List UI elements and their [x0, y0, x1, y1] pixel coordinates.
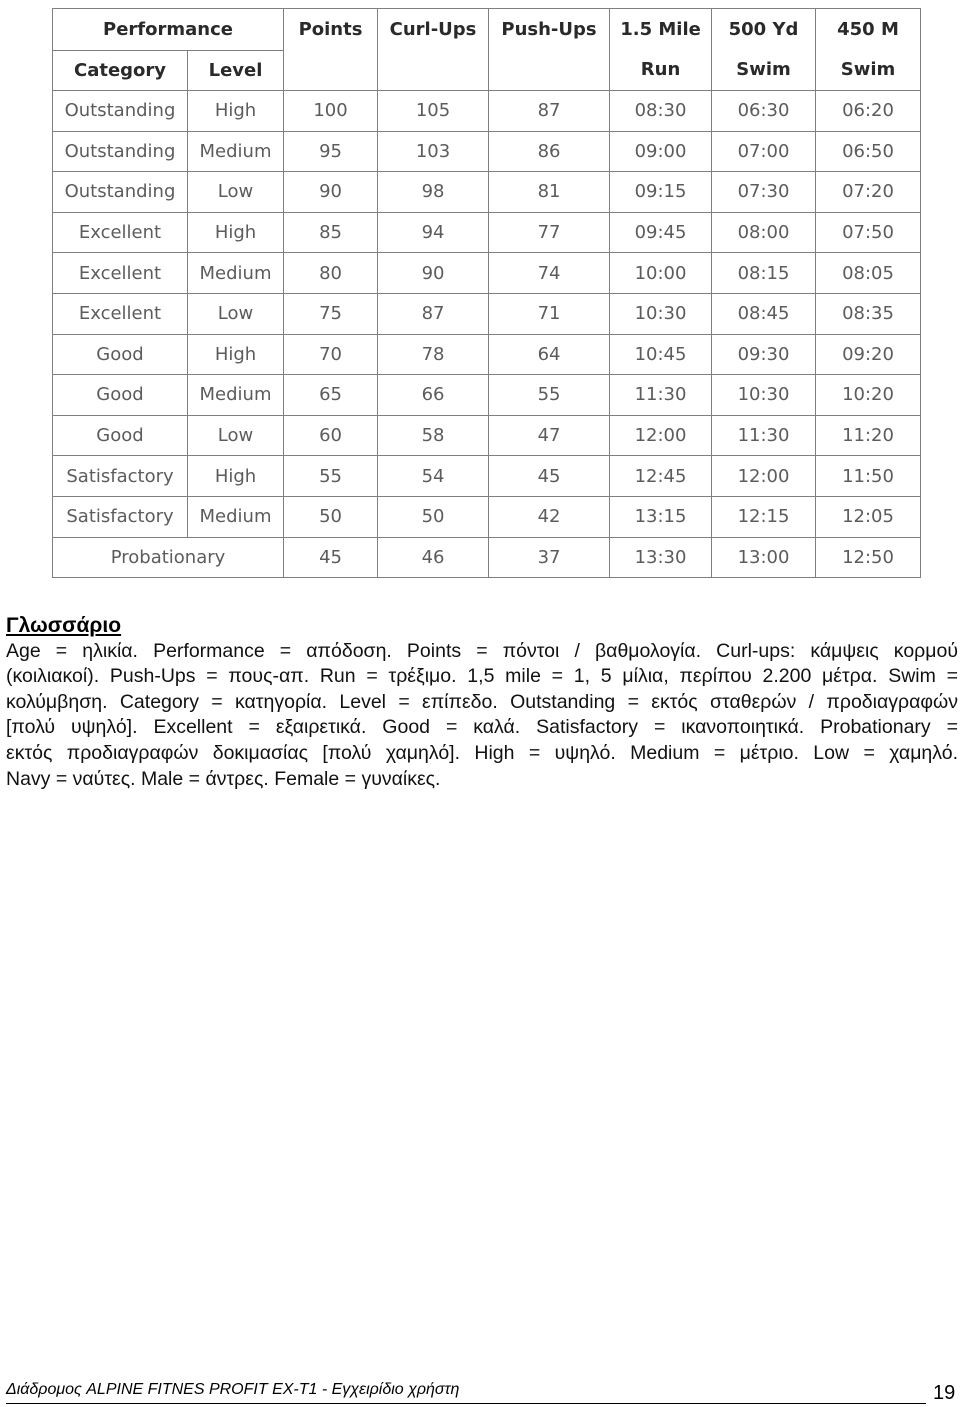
swim-450-time-cell: 12:05 — [816, 496, 921, 537]
push-ups-cell: 77 — [489, 212, 610, 253]
run-time-cell: 09:00 — [610, 131, 712, 172]
level-cell: Medium — [188, 496, 284, 537]
level-cell: Low — [188, 293, 284, 334]
swim-500-time-cell: 12:15 — [712, 496, 816, 537]
level-cell: Medium — [188, 131, 284, 172]
category-cell: Excellent — [53, 253, 188, 294]
category-cell: Outstanding — [53, 172, 188, 213]
footer-document-title: Διάδρομος ALPINE FITNES PROFIT EX-T1 - Εγχειρίδιο χρήστη — [6, 1381, 460, 1398]
curl-ups-cell: 98 — [378, 172, 489, 213]
glossary-line: Navy = ναύτες. Male = άντρες. Female = γυναίκες. — [6, 767, 441, 790]
table-row — [53, 375, 921, 416]
table-body — [53, 91, 921, 578]
points-cell: 60 — [284, 415, 378, 456]
run-time-cell: 10:30 — [610, 293, 712, 334]
push-ups-cell: 71 — [489, 293, 610, 334]
points-cell: 75 — [284, 293, 378, 334]
header-level: Level — [188, 51, 284, 91]
table-row — [53, 415, 921, 456]
header-run-line2: Run — [640, 59, 681, 80]
run-time-cell: 12:45 — [610, 456, 712, 497]
table-row — [53, 334, 921, 375]
curl-ups-cell: 46 — [378, 537, 489, 578]
run-time-cell: 13:15 — [610, 496, 712, 537]
header-row-1 — [53, 9, 921, 51]
curl-ups-cell: 66 — [378, 375, 489, 416]
level-cell: Medium — [188, 253, 284, 294]
category-cell: Satisfactory — [53, 456, 188, 497]
points-cell: 65 — [284, 375, 378, 416]
curl-ups-cell: 58 — [378, 415, 489, 456]
header-run-line1: 1.5 Mile — [620, 19, 701, 40]
table-header — [53, 9, 921, 91]
swim-500-time-cell: 06:30 — [712, 91, 816, 132]
category-cell: Excellent — [53, 212, 188, 253]
header-push-ups-label: Push-Ups — [501, 19, 597, 40]
glossary-line: Age = ηλικία. Performance = απόδοση. Points = πόντοι / βαθμολογία. Curl-ups: κάμψεις κορμού — [6, 639, 958, 662]
table-row — [53, 212, 921, 253]
header-swim-500-line2: Swim — [736, 59, 791, 80]
header-swim-500 — [712, 9, 816, 91]
points-cell: 80 — [284, 253, 378, 294]
points-cell: 100 — [284, 91, 378, 132]
header-curl-ups — [378, 9, 489, 91]
swim-500-time-cell: 11:30 — [712, 415, 816, 456]
run-time-cell: 10:00 — [610, 253, 712, 294]
table-row — [53, 293, 921, 334]
glossary-section — [6, 613, 958, 792]
page-number: 19 — [933, 1382, 956, 1404]
header-swim-450-line2: Swim — [840, 59, 896, 80]
points-cell: 55 — [284, 456, 378, 497]
table-row — [53, 253, 921, 294]
run-time-cell: 13:30 — [610, 537, 712, 578]
level-cell: High — [188, 334, 284, 375]
glossary-line: κολύμβηση. Category = κατηγορία. Level = επίπεδο. Outstanding = εκτός σταθερών / προδιαγραφών — [6, 690, 958, 713]
swim-450-time-cell: 11:50 — [816, 456, 921, 497]
points-cell: 85 — [284, 212, 378, 253]
glossary-line: (κοιλιακοί). Push-Ups = πους-απ. Run = τρέξιμο. 1,5 mile = 1, 5 μίλια, περίπου 2.200 μέτρα. Swim = — [6, 665, 958, 688]
run-time-cell: 11:30 — [610, 375, 712, 416]
swim-500-time-cell: 09:30 — [712, 334, 816, 375]
category-cell: Excellent — [53, 293, 188, 334]
swim-450-time-cell: 06:50 — [816, 131, 921, 172]
header-push-ups — [489, 9, 610, 91]
push-ups-cell: 42 — [489, 496, 610, 537]
level-cell: High — [188, 91, 284, 132]
push-ups-cell: 86 — [489, 131, 610, 172]
swim-500-time-cell: 07:00 — [712, 131, 816, 172]
category-cell: Satisfactory — [53, 496, 188, 537]
glossary-line: [πολύ υψηλό]. Excellent = εξαιρετικά. Good = καλά. Satisfactory = ικανοποιητικά. Probationary = — [6, 716, 958, 739]
category-cell: Probationary — [53, 537, 284, 578]
level-cell: High — [188, 456, 284, 497]
swim-500-time-cell: 08:15 — [712, 253, 816, 294]
curl-ups-cell: 105 — [378, 91, 489, 132]
header-curl-ups-label: Curl-Ups — [389, 19, 477, 40]
curl-ups-cell: 50 — [378, 496, 489, 537]
curl-ups-cell: 54 — [378, 456, 489, 497]
curl-ups-cell: 94 — [378, 212, 489, 253]
category-cell: Outstanding — [53, 131, 188, 172]
push-ups-cell: 74 — [489, 253, 610, 294]
table-row — [53, 496, 921, 537]
swim-500-time-cell: 12:00 — [712, 456, 816, 497]
category-cell: Good — [53, 334, 188, 375]
footer-divider — [6, 1403, 926, 1404]
category-cell: Good — [53, 375, 188, 416]
level-cell: High — [188, 212, 284, 253]
level-cell: Low — [188, 415, 284, 456]
push-ups-cell: 87 — [489, 91, 610, 132]
push-ups-cell: 45 — [489, 456, 610, 497]
table-row — [53, 537, 921, 578]
swim-500-time-cell: 08:45 — [712, 293, 816, 334]
swim-450-time-cell: 06:20 — [816, 91, 921, 132]
swim-450-time-cell: 09:20 — [816, 334, 921, 375]
swim-450-time-cell: 10:20 — [816, 375, 921, 416]
fitness-standards-table — [52, 8, 921, 578]
swim-500-time-cell: 13:00 — [712, 537, 816, 578]
push-ups-cell: 64 — [489, 334, 610, 375]
glossary-title: Γλωσσάριο — [6, 614, 122, 637]
swim-450-time-cell: 08:35 — [816, 293, 921, 334]
swim-500-time-cell: 08:00 — [712, 212, 816, 253]
category-cell: Outstanding — [53, 91, 188, 132]
table-row — [53, 91, 921, 132]
header-points-label: Points — [298, 19, 363, 40]
table-row — [53, 456, 921, 497]
points-cell: 95 — [284, 131, 378, 172]
swim-450-time-cell: 07:50 — [816, 212, 921, 253]
header-category: Category — [53, 51, 188, 91]
push-ups-cell: 55 — [489, 375, 610, 416]
run-time-cell: 08:30 — [610, 91, 712, 132]
push-ups-cell: 37 — [489, 537, 610, 578]
swim-450-time-cell: 07:20 — [816, 172, 921, 213]
swim-500-time-cell: 07:30 — [712, 172, 816, 213]
level-cell: Medium — [188, 375, 284, 416]
curl-ups-cell: 87 — [378, 293, 489, 334]
swim-500-time-cell: 10:30 — [712, 375, 816, 416]
push-ups-cell: 81 — [489, 172, 610, 213]
push-ups-cell: 47 — [489, 415, 610, 456]
curl-ups-cell: 90 — [378, 253, 489, 294]
swim-450-time-cell: 12:50 — [816, 537, 921, 578]
points-cell: 45 — [284, 537, 378, 578]
table-row — [53, 172, 921, 213]
points-cell: 50 — [284, 496, 378, 537]
run-time-cell: 10:45 — [610, 334, 712, 375]
curl-ups-cell: 103 — [378, 131, 489, 172]
run-time-cell: 12:00 — [610, 415, 712, 456]
header-swim-450 — [816, 9, 921, 91]
swim-450-time-cell: 11:20 — [816, 415, 921, 456]
glossary-line: εκτός προδιαγραφών δοκιμασίας [πολύ χαμηλό]. High = υψηλό. Medium = μέτριο. Low = χαμηλό. — [6, 741, 958, 764]
run-time-cell: 09:15 — [610, 172, 712, 213]
header-points — [284, 9, 378, 91]
level-cell: Low — [188, 172, 284, 213]
header-swim-500-line1: 500 Yd — [728, 19, 799, 40]
curl-ups-cell: 78 — [378, 334, 489, 375]
category-cell: Good — [53, 415, 188, 456]
header-performance: Performance — [53, 9, 284, 51]
header-run — [610, 9, 712, 91]
points-cell: 90 — [284, 172, 378, 213]
run-time-cell: 09:45 — [610, 212, 712, 253]
header-swim-450-line1: 450 M — [837, 19, 899, 40]
swim-450-time-cell: 08:05 — [816, 253, 921, 294]
points-cell: 70 — [284, 334, 378, 375]
table-row — [53, 131, 921, 172]
